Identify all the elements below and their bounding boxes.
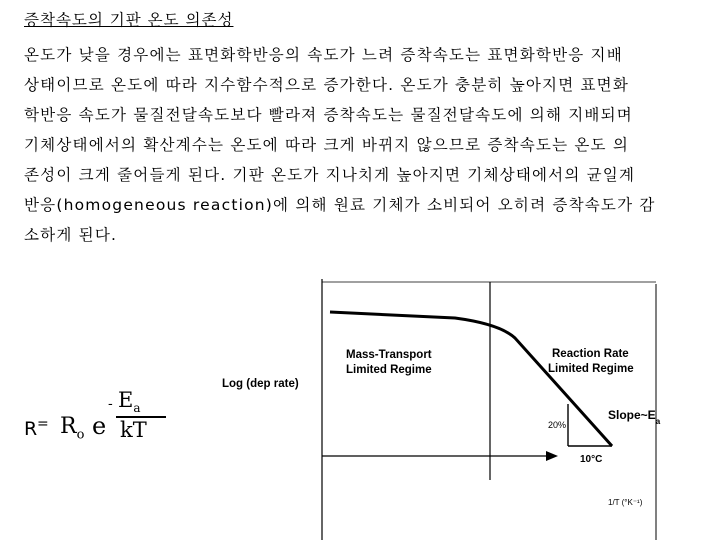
paragraph-line: 기체상태에서의 확산계수는 온도에 따라 크게 바뀌지 않으므로 증착속도는 온도 의	[24, 136, 630, 154]
paragraph-line: 소하게 된다.	[24, 226, 118, 244]
arrhenius-formula	[24, 388, 184, 448]
region-left-label: Mass-Transport	[346, 349, 432, 361]
formula-denominator: kT	[120, 418, 147, 442]
slope-label: $Slope\sim E_a$	[608, 408, 661, 426]
x-axis-label: 1/T (°K⁻¹)	[608, 498, 643, 507]
paragraph-line: 반응(homogeneous reaction)에 의해 원료 기체가 소비되어 오히려 증착속도가 감	[24, 196, 656, 214]
paragraph-line: 온도가 낮을 경우에는 표면화학반응의 속도가 느려 증착속도는 표면화학반응 지배	[24, 46, 623, 64]
paragraph-line: 학반응 속도가 물질전달속도보다 빨라져 증착속도는 물질전달속도에 의해 지배되며	[24, 106, 633, 124]
formula-r: R	[24, 418, 38, 440]
run-label: 10°C	[580, 454, 603, 465]
formula-minus: -	[108, 396, 113, 412]
rise-label: 20%	[548, 420, 567, 430]
region-right-label: Limited Regime	[548, 363, 634, 375]
formula-numerator: $E_a$	[118, 388, 141, 416]
paragraph-line: 상태이므로 온도에 따라 지수함수적으로 증가한다. 온도가 충분히 높아지면 표면화	[24, 76, 630, 94]
formula-ro: $R_o$	[60, 414, 85, 443]
region-right-label: Reaction Rate	[552, 348, 629, 360]
section-heading: 증착속도의 기판 온도 의존성	[24, 11, 234, 29]
paragraph-line: 존성이 크게 줄어들게 된다. 기판 온도가 지나치게 높아지면 기체상태에서의 균일계	[24, 166, 636, 184]
y-axis-label: Log (dep rate)	[222, 378, 299, 390]
region-left-label: Limited Regime	[346, 364, 432, 376]
formula-e: e	[92, 412, 107, 440]
rate-curve	[330, 312, 612, 446]
x-axis-arrow-icon	[546, 451, 558, 461]
formula-equals: =	[37, 416, 49, 432]
